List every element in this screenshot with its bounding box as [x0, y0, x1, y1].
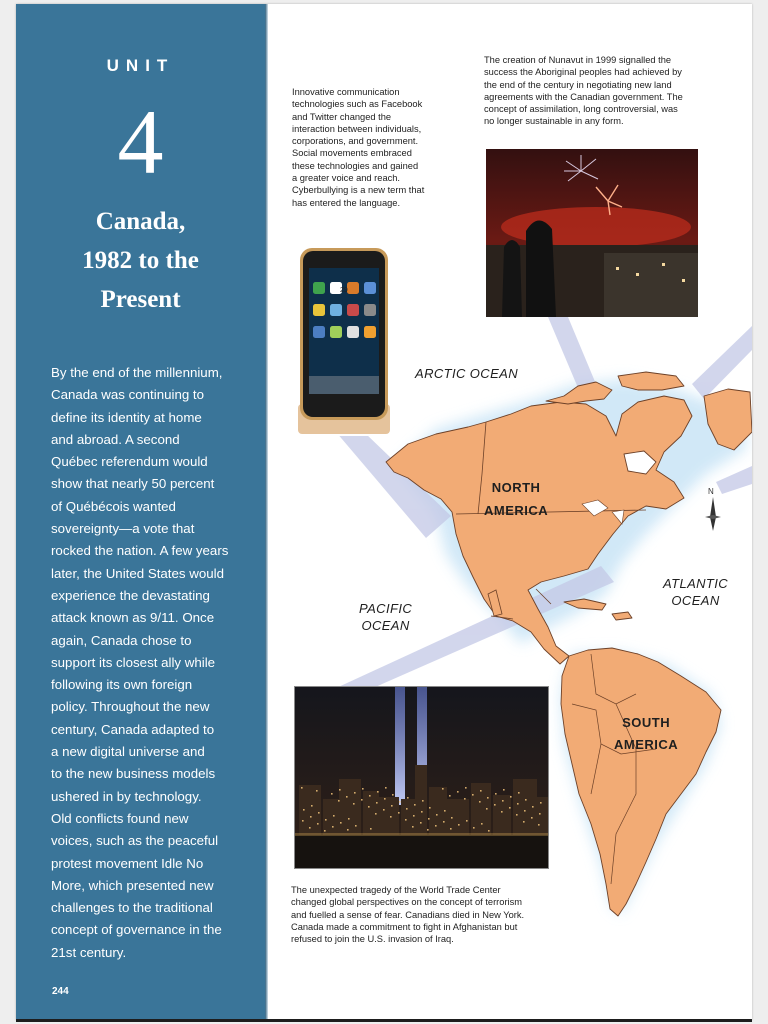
caption-line: changed global perspectives on the concept of terrorism — [291, 897, 523, 908]
intro-line: show that nearly 50 percent — [51, 476, 215, 492]
page-number: 244 — [52, 986, 69, 997]
world-trade-center-caption — [291, 884, 524, 945]
arctic-ocean-label: ARCTIC OCEAN — [415, 366, 519, 381]
caption-line: and Twitter changed the — [292, 111, 392, 122]
caption-line: refused to join the U.S. invasion of Iraq. — [291, 934, 454, 945]
atlantic-line: OCEAN — [671, 593, 720, 608]
unit-title-line: Canada, — [95, 208, 186, 235]
intro-line: of Québécois wanted — [51, 498, 176, 514]
intro-line: Canada was continuing to — [51, 387, 205, 403]
textbook-page — [16, 4, 752, 1020]
compass-north-label: N — [708, 487, 714, 496]
intro-line: century, Canada adapted to — [51, 721, 215, 737]
beam-northeast — [692, 326, 752, 399]
intro-line: support its closest ally while — [51, 654, 216, 670]
caption-line: interaction between individuals, — [292, 123, 422, 134]
north-america-label — [484, 476, 548, 522]
page-bottom-rule — [16, 1019, 752, 1022]
caption-line: has entered the language. — [292, 197, 401, 208]
intro-line: experience the devastating — [51, 587, 210, 603]
caption-line: and fuelled a sense of fear. Canadians died in New York. — [291, 909, 525, 920]
north-america-line: AMERICA — [484, 503, 549, 518]
intro-line: By the end of the millennium, — [51, 365, 223, 380]
caption-line: Innovative communication — [292, 87, 400, 97]
intro-line: later, the United States would — [51, 565, 224, 581]
intro-line: policy. Throughout the new — [51, 699, 210, 715]
app-icon — [330, 326, 342, 338]
pacific-ocean-label — [359, 600, 412, 634]
intro-line: protest movement Idle No — [51, 855, 204, 871]
intro-line: sovereignty—a vote that — [51, 521, 195, 537]
caption-line: these technologies and gained — [292, 160, 419, 171]
caption-line: Social movements embraced — [292, 148, 412, 159]
intro-line: to the new business models — [51, 766, 216, 782]
south-america-label — [614, 712, 678, 756]
atlantic-line: ATLANTIC — [663, 576, 729, 591]
app-icon — [364, 326, 376, 338]
calendar-icon: 29 — [340, 287, 348, 294]
caption-line: Canada made a commitment to fight in Afghanistan but — [291, 921, 518, 932]
intro-line: following its own foreign — [51, 677, 193, 693]
caption-line: Cyberbullying is a new term that — [292, 185, 425, 196]
unit-number: 4 — [117, 91, 164, 193]
south-america-landmass — [561, 648, 721, 916]
south-america-line: SOUTH — [622, 715, 671, 730]
intro-line: and abroad. A second — [51, 431, 180, 447]
intro-line: challenges to the traditional — [51, 900, 213, 916]
unit-title-line: 1982 to the — [82, 247, 199, 274]
compass-rose — [702, 487, 724, 537]
iphone-photo — [296, 244, 392, 436]
atlantic-ocean-label — [663, 575, 728, 609]
unit-title-line: Present — [100, 286, 181, 313]
intro-line: define its identity at home — [51, 409, 202, 425]
pacific-line: OCEAN — [361, 618, 410, 633]
caption-line: the end of the century in negotiating new land — [484, 79, 672, 90]
caption-line: The unexpected tragedy of the World Trade Center — [291, 885, 501, 895]
intro-line: More, which presented new — [51, 877, 214, 893]
caption-line: The creation of Nunavut in 1999 signalled the — [484, 55, 672, 65]
app-icon — [347, 326, 359, 338]
app-icon — [364, 304, 376, 316]
app-icon — [347, 304, 359, 316]
app-icon — [313, 326, 325, 338]
caption-line: a greater voice and reach. — [292, 173, 401, 184]
intro-line: 21st century. — [51, 944, 127, 960]
intro-line: concept of governance in the — [51, 922, 222, 938]
world-trade-center-photo — [294, 686, 549, 869]
app-icon — [364, 282, 376, 294]
app-icon — [313, 304, 325, 316]
app-icon — [313, 282, 325, 294]
pacific-line: PACIFIC — [359, 601, 413, 616]
intro-line: attack known as 9/11. Once — [51, 610, 215, 626]
intro-line: again, Canada chose to — [51, 632, 192, 648]
app-icon — [347, 282, 359, 294]
north-america-line: NORTH — [491, 480, 541, 495]
unit-label: UNIT — [106, 56, 175, 75]
caption-line: success the Aboriginal peoples had achieved by — [484, 67, 682, 78]
caption-line: agreements with the Canadian government. The — [484, 91, 683, 102]
south-america-line: AMERICA — [614, 737, 679, 752]
caption-line: technologies such as Facebook — [292, 99, 423, 110]
intro-line: Old conflicts found new — [51, 810, 189, 826]
intro-line: voices, such as the peaceful — [51, 833, 219, 849]
nunavut-caption — [484, 54, 683, 128]
intro-line: Québec referendum would — [51, 454, 208, 470]
technology-caption — [292, 86, 424, 209]
caption-line: corporations, and government. — [292, 136, 419, 147]
caption-line: no longer sustainable in any form. — [484, 116, 624, 127]
caption-line: concept of assimilation, long controversial, was — [484, 104, 678, 115]
intro-line: rocked the nation. A few years — [51, 543, 229, 559]
intro-line: ushered in by technology. — [51, 788, 202, 804]
app-icon — [330, 304, 342, 316]
compass-arrow-icon — [702, 487, 724, 537]
intro-line: a new digital universe and — [51, 744, 205, 760]
nunavut-fireworks-photo — [486, 149, 698, 317]
